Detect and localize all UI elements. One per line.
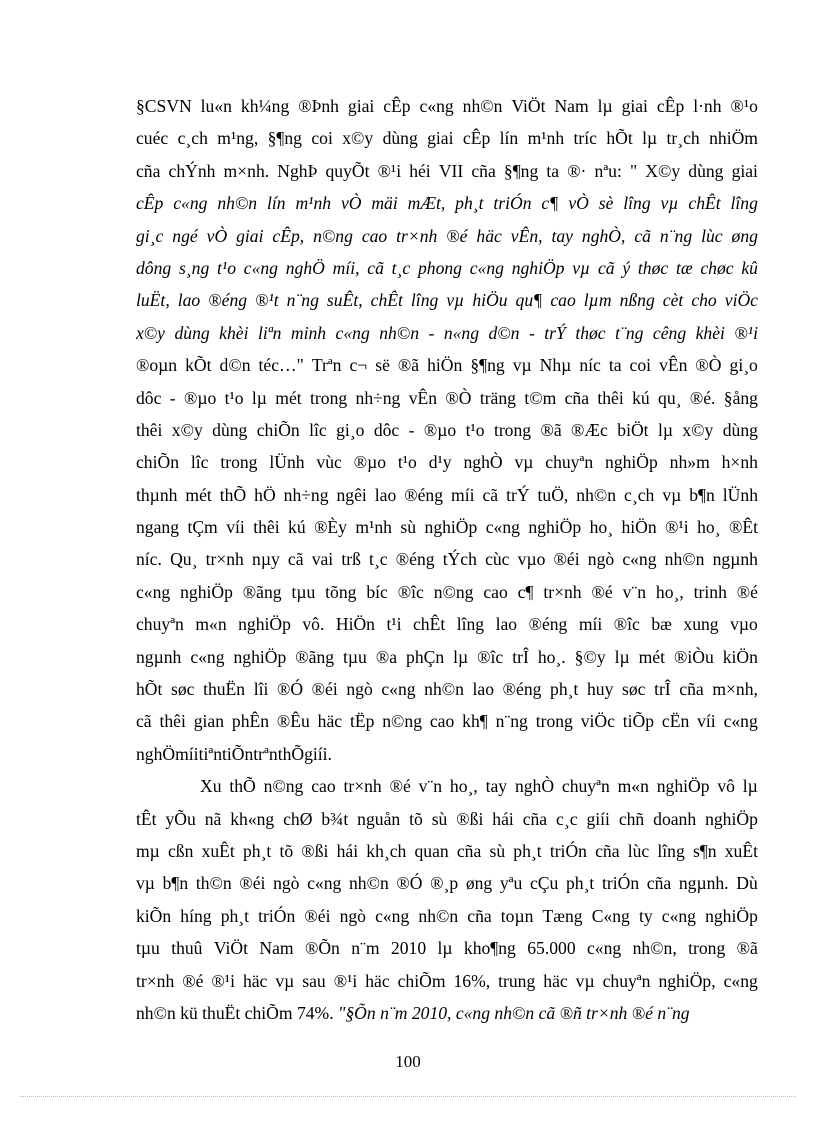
paragraph-1-line: níc. Qu¸ tr×nh nµy cã vai trß t¸c ®éng tÝch cùc vµo ®éi ngò c«ng nh©n ngµnh bbox=[136, 549, 758, 570]
paragraph-1-line: ngµnh c«ng nghiÖp ®ãng tµu ®a phÇn lµ ®îc trÎ ho¸. §©y lµ mét ®iÒu kiÖn bbox=[136, 646, 758, 667]
paragraph-1-line: dông s¸ng t¹o c«ng nghÖ míi, cã t¸c phong c«ng nghiÖp vµ cã ý thøc tæ chøc kû bbox=[136, 257, 758, 278]
paragraph-2-line: tr×nh ®é ®¹i häc vµ sau ®¹i häc chiÕm 16%, trung häc vµ chuyªn nghiÖp, c«ng bbox=[136, 970, 758, 991]
paragraph-1-line: thµnh mét thÕ hÖ nh÷ng ngêi lao ®éng míi cã trÝ tuÖ, nh©n c¸ch vµ b¶n lÜnh bbox=[136, 484, 758, 505]
paragraph-1-line: gi¸c ngé vÒ giai cÊp, n©ng cao tr×nh ®é häc vÊn, tay nghÒ, cã n¨ng lùc øng bbox=[136, 225, 758, 246]
paragraph-1-line: thêi x©y dùng chiÕn lîc gi¸o dôc - ®µo t¹o trong ®ã ®Æc biÖt lµ x©y dùng bbox=[136, 419, 758, 440]
paragraph-2-final-line-quote: "§Õn n¨m 2010, c«ng nh©n cã ®ñ tr×nh ®é n¨ng bbox=[338, 1002, 690, 1023]
paragraph-1-line: cÊp c«ng nh©n lín m¹nh vÒ mäi mÆt, ph¸t triÓn c¶ vÒ sè lîng vµ chÊt lîng bbox=[136, 193, 758, 214]
paragraph-1-line: hÕt søc thuËn lîi ®Ó ®éi ngò c«ng nh©n lao ®éng ph¸t huy søc trÎ cña m×nh, bbox=[136, 679, 758, 700]
paragraph-1-line: chiÕn lîc trong lÜnh vùc ®µo t¹o d¹y nghÒ vµ chuyªn nghiÖp nh»m h×nh bbox=[136, 452, 758, 473]
paragraph-1-line: ngang tÇm víi thêi kú ®Èy m¹nh sù nghiÖp c«ng nghiÖp ho¸ hiÖn ®¹i ho¸ ®Êt bbox=[136, 517, 758, 538]
paragraph-2-line: kiÕn híng ph¸t triÓn ®éi ngò c«ng nh©n cña toµn Tæng C«ng ty c«ng nghiÖp bbox=[136, 905, 758, 926]
paragraph-2 bbox=[136, 770, 758, 1029]
paragraph-1 bbox=[136, 90, 758, 770]
paragraph-2-final-line bbox=[136, 997, 758, 1029]
paragraph-2-line: mµ cßn xuÊt ph¸t tõ ®ßi hái kh¸ch quan cña sù ph¸t triÓn cña lùc lîng s¶n xuÊt bbox=[136, 840, 758, 861]
paragraph-1-line: dôc - ®µo t¹o lµ mét trong nh÷ng vÊn ®Ò träng t©m cña thêi kú qu¸ ®é. §ång bbox=[136, 387, 758, 408]
body-text bbox=[136, 90, 758, 1029]
paragraph-2-line: tµu thuû ViÖt Nam ®Õn n¨m 2010 lµ kho¶ng 65.000 c«ng nh©n, trong ®ã bbox=[136, 938, 758, 959]
paragraph-2-final-line-regular: nh©n kü thuËt chiÕm 74%. bbox=[136, 1002, 338, 1023]
paragraph-1-line: §CSVN lu«n kh¼ng ®Þnh giai cÊp c«ng nh©n ViÖt Nam lµ giai cÊp l·nh ®¹o bbox=[136, 96, 758, 116]
paragraph-2-line: vµ b¶n th©n ®éi ngò c«ng nh©n ®Ó ®¸p øng yªu cÇu ph¸t triÓn cña ngµnh. Dù bbox=[136, 873, 758, 894]
paragraph-1-line: cuéc c¸ch m¹ng, §¶ng coi x©y dùng giai cÊp lín m¹nh tríc hÕt lµ tr¸ch nhiÖm bbox=[136, 128, 758, 149]
paragraph-1-line: chuyªn m«n nghiÖp vô. HiÖn t¹i chÊt lîng lao ®éng míi ®îc bæ xung vµo bbox=[136, 614, 758, 635]
paragraph-1-line: nghÖ míi tiªn tiÕn trªn thÕ giíi. bbox=[136, 743, 332, 764]
page-bottom-divider bbox=[20, 1096, 796, 1097]
paragraph-1-line: cã thêi gian phÊn ®Êu häc tËp n©ng cao kh¶ n¨ng trong viÖc tiÕp cËn víi c«ng bbox=[136, 711, 758, 732]
paragraph-2-line: Xu thÕ n©ng cao tr×nh ®é v¨n ho¸, tay nghÒ chuyªn m«n nghiÖp vô lµ bbox=[200, 776, 758, 797]
paragraph-1-line: x©y dùng khèi liªn minh c«ng nh©n - n«ng d©n - trÝ thøc t¨ng cêng khèi ®¹i bbox=[136, 322, 758, 343]
paragraph-1-line: ®oµn kÕt d©n téc…" Trªn c¬ së ®ã hiÖn §¶ng vµ Nhµ níc ta coi vÊn ®Ò gi¸o bbox=[136, 355, 758, 376]
paragraph-2-line: tÊt yÕu nã kh«ng chØ b¾t nguån tõ sù ®ßi hái cña c¸c giíi chñ doanh nghiÖp bbox=[136, 808, 758, 829]
paragraph-1-line: cña chÝnh m×nh. NghÞ quyÕt ®¹i héi VII cña §¶ng ta ®· nªu: " X©y dùng giai bbox=[136, 160, 758, 181]
paragraph-1-line: luËt, lao ®éng ®¹t n¨ng suÊt, chÊt lîng vµ hiÖu qu¶ cao lµm nßng cèt cho viÖc bbox=[136, 290, 758, 311]
page-number: 100 bbox=[395, 1052, 421, 1071]
paragraph-1-line: c«ng nghiÖp ®ãng tµu tõng bíc ®îc n©ng cao c¶ tr×nh ®é v¨n ho¸, trinh ®é bbox=[136, 581, 758, 602]
